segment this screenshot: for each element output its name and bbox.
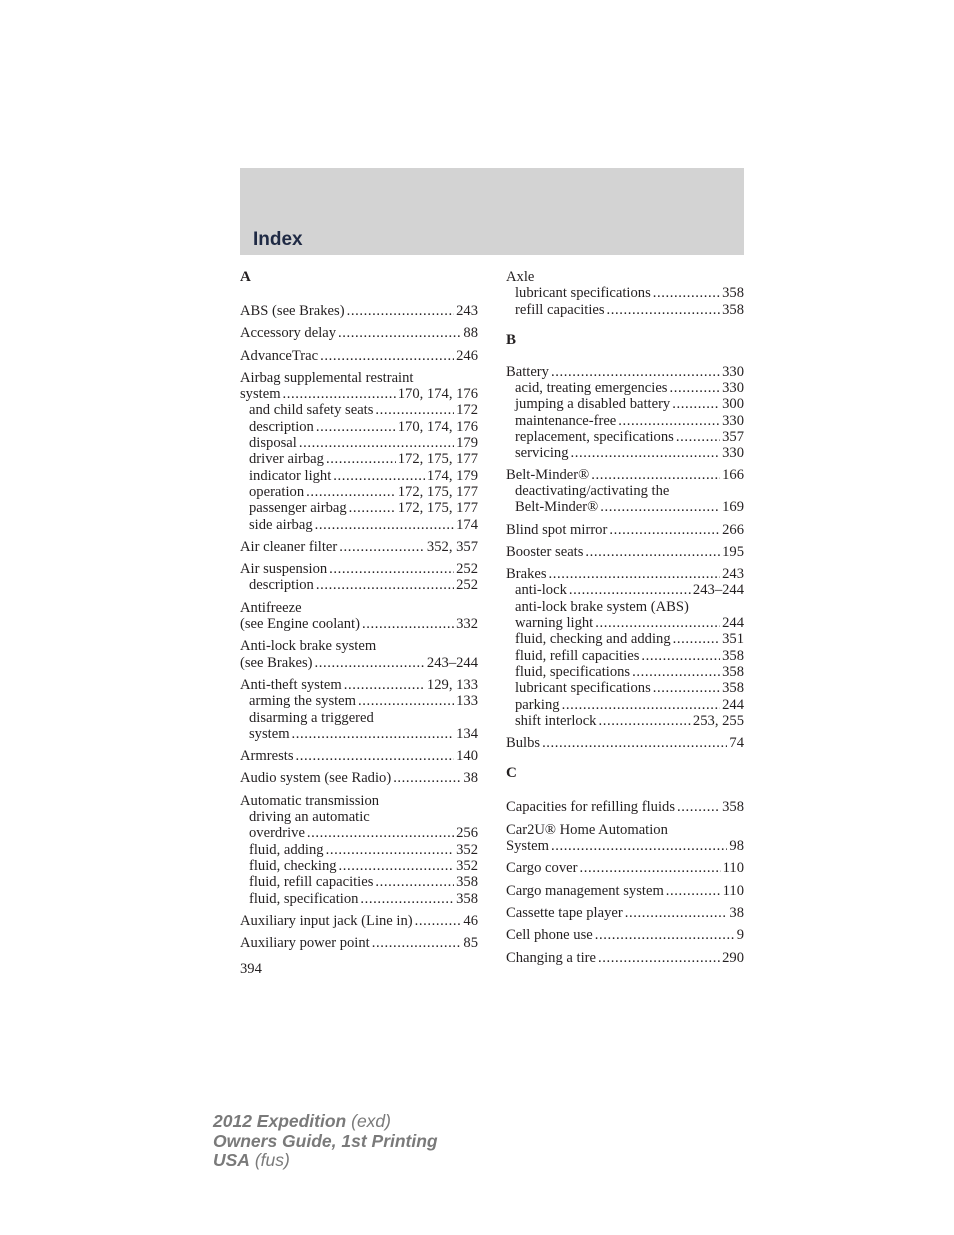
page-number: 394 xyxy=(240,961,262,977)
dot-leader xyxy=(375,874,454,890)
index-subentry-line xyxy=(240,693,478,709)
entry-page-ref: 88 xyxy=(463,325,478,342)
entry-text: Air suspension xyxy=(240,561,328,578)
index-subentry-line xyxy=(506,483,744,499)
index-subentry-line xyxy=(506,445,744,461)
index-entry-line xyxy=(240,616,478,632)
entry-page-ref: 85 xyxy=(463,935,478,952)
dot-leader xyxy=(358,693,454,709)
dot-leader xyxy=(326,842,455,858)
dot-leader xyxy=(673,631,720,647)
index-subentry-line xyxy=(506,582,744,598)
entry-page-ref: 98 xyxy=(729,838,744,855)
index-header-band xyxy=(240,168,744,255)
dot-leader xyxy=(315,655,425,671)
index-subentry-line xyxy=(506,396,744,412)
entry-text: Antifreeze xyxy=(240,599,302,616)
footer-market: USA xyxy=(213,1150,250,1170)
index-letter-heading: B xyxy=(506,331,517,348)
entry-text: warning light xyxy=(515,615,594,632)
dot-leader xyxy=(338,325,461,341)
index-subentry-line xyxy=(506,302,744,318)
dot-leader xyxy=(677,799,720,815)
dot-leader xyxy=(672,396,720,412)
entry-page-ref: 172 xyxy=(456,402,478,419)
index-entry-line xyxy=(506,269,744,285)
index-subentry-line xyxy=(240,842,478,858)
index-subentry-line xyxy=(240,484,478,500)
index-entry xyxy=(506,364,744,462)
dot-leader xyxy=(542,735,727,751)
entry-page-ref: 243 xyxy=(722,566,744,583)
dot-leader xyxy=(349,500,396,516)
index-entry xyxy=(506,735,744,751)
dot-leader xyxy=(598,713,690,729)
entry-text: refill capacities xyxy=(515,301,605,318)
entry-page-ref: 266 xyxy=(722,521,744,538)
index-entry xyxy=(506,467,744,516)
entry-text: description xyxy=(249,577,314,594)
entry-text: Anti-lock brake system xyxy=(240,638,377,655)
entry-text: fluid, specifications xyxy=(515,663,631,680)
index-subentry-line xyxy=(240,468,478,484)
entry-text: fluid, checking and adding xyxy=(515,631,671,648)
index-entry xyxy=(506,566,744,729)
index-entry-line xyxy=(506,905,744,921)
entry-page-ref: 244 xyxy=(722,615,744,632)
dot-leader xyxy=(283,386,396,402)
entry-page-ref: 172, 175, 177 xyxy=(397,483,478,500)
entry-text: fluid, refill capacities xyxy=(249,874,374,891)
entry-page-ref: 246 xyxy=(456,347,478,364)
index-entry-line xyxy=(240,539,478,555)
dot-leader xyxy=(339,539,425,555)
dot-leader xyxy=(598,950,720,966)
entry-text: anti-lock xyxy=(515,582,567,599)
dot-leader xyxy=(551,838,727,854)
entry-text: Bulbs xyxy=(506,735,541,752)
entry-page-ref: 133 xyxy=(456,693,478,710)
index-entry xyxy=(506,905,744,921)
footer xyxy=(213,1112,438,1171)
index-subentry-line xyxy=(506,413,744,429)
entry-page-ref: 38 xyxy=(463,770,478,787)
index-subentry-line xyxy=(506,285,744,301)
dot-leader xyxy=(670,380,721,396)
entry-text: driving an automatic xyxy=(249,809,370,826)
index-subentry-line xyxy=(240,517,478,533)
dot-leader xyxy=(595,927,735,943)
entry-text: Automatic transmission xyxy=(240,792,380,809)
index-subentry-line xyxy=(240,451,478,467)
entry-text: Brakes xyxy=(506,566,547,583)
dot-leader xyxy=(653,680,720,696)
entry-text: Anti-theft system xyxy=(240,676,342,693)
entry-text: operation xyxy=(249,483,305,500)
index-entry-line xyxy=(506,522,744,538)
entry-page-ref: 256 xyxy=(456,825,478,842)
dot-leader xyxy=(299,435,454,451)
entry-text: (see Brakes) xyxy=(240,654,313,671)
entry-text: deactivating/activating the xyxy=(515,482,670,499)
index-entry xyxy=(506,927,744,943)
index-entry xyxy=(240,913,478,929)
index-entry xyxy=(506,269,744,318)
entry-page-ref: 110 xyxy=(722,882,744,899)
index-subentry-line xyxy=(240,419,478,435)
entry-page-ref: 332 xyxy=(456,616,478,633)
dot-leader xyxy=(632,664,720,680)
entry-page-ref: 358 xyxy=(722,647,744,664)
entry-text: Accessory delay xyxy=(240,325,337,342)
entry-text: Auxiliary power point xyxy=(240,935,370,952)
entry-text: disarming a triggered xyxy=(249,709,374,726)
index-entry xyxy=(506,860,744,876)
entry-text: Car2U® Home Automation xyxy=(506,821,668,838)
index-entry-line xyxy=(240,935,478,951)
dot-leader xyxy=(625,905,728,921)
entry-page-ref: 170, 174, 176 xyxy=(397,418,478,435)
entry-page-ref: 38 xyxy=(729,904,744,921)
entry-text: Cassette tape player xyxy=(506,904,623,921)
entry-page-ref: 243 xyxy=(456,303,478,319)
index-subentry-line xyxy=(506,648,744,664)
entry-page-ref: 46 xyxy=(463,912,478,929)
entry-text: driver airbag xyxy=(249,451,324,468)
entry-page-ref: 243–244 xyxy=(426,654,478,671)
dot-leader xyxy=(307,825,454,841)
entry-page-ref: 129, 133 xyxy=(426,676,478,693)
entry-page-ref: 357 xyxy=(722,429,744,446)
entry-text: jumping a disabled battery xyxy=(515,396,671,413)
index-entry-line xyxy=(240,561,478,577)
entry-text: and child safety seats xyxy=(249,402,374,419)
index-subentry-line xyxy=(240,825,478,841)
index-entry-line xyxy=(240,370,478,386)
index-entry-line xyxy=(506,467,744,483)
index-entry xyxy=(506,883,744,899)
index-entry-line xyxy=(240,638,478,654)
index-subentry-line xyxy=(240,435,478,451)
entry-text: Auxiliary input jack (Line in) xyxy=(240,912,413,929)
dot-leader xyxy=(571,445,721,461)
dot-leader xyxy=(595,615,720,631)
index-entry-line xyxy=(240,386,478,402)
index-entry xyxy=(506,950,744,966)
dot-leader xyxy=(333,468,425,484)
entry-page-ref: 244 xyxy=(722,696,744,713)
index-entry xyxy=(240,770,478,786)
index-subentry-line xyxy=(506,680,744,696)
entry-page-ref: 358 xyxy=(722,663,744,680)
footer-market-code: (fus) xyxy=(249,1150,290,1170)
index-entry-line xyxy=(240,325,478,341)
index-entry-line xyxy=(506,860,744,876)
index-entry-line xyxy=(240,770,478,786)
entry-text: anti-lock brake system (ABS) xyxy=(515,598,689,615)
index-subentry-line xyxy=(240,710,478,726)
index-entry xyxy=(240,539,478,555)
entry-text: Armrests xyxy=(240,748,294,765)
dot-leader xyxy=(415,913,462,929)
entry-text: Belt-Minder® xyxy=(515,499,599,516)
entry-text: arming the system xyxy=(249,693,357,710)
entry-page-ref: 330 xyxy=(722,412,744,429)
entry-page-ref: 110 xyxy=(722,860,744,877)
dot-leader xyxy=(339,858,455,874)
entry-page-ref: 358 xyxy=(722,301,744,318)
entry-page-ref: 300 xyxy=(722,396,744,413)
entry-page-ref: 140 xyxy=(456,748,478,765)
index-entry xyxy=(240,325,478,341)
index-entry-line xyxy=(240,655,478,671)
dot-leader xyxy=(316,577,454,593)
index-entry-line xyxy=(240,793,478,809)
entry-text: side airbag xyxy=(249,516,313,533)
index-entry-line xyxy=(240,600,478,616)
entry-text: Blind spot mirror xyxy=(506,521,608,538)
footer-guide: Owners Guide, 1st Printing xyxy=(213,1130,438,1151)
dot-leader xyxy=(641,648,720,664)
entry-page-ref: 166 xyxy=(722,466,744,483)
index-subentry-line xyxy=(506,713,744,729)
entry-page-ref: 352 xyxy=(456,857,478,874)
index-entry xyxy=(240,677,478,742)
dot-leader xyxy=(551,364,720,380)
page-title: Index xyxy=(253,229,303,250)
entry-text: system xyxy=(249,725,290,742)
index-entry xyxy=(240,561,478,594)
index-entry xyxy=(506,799,744,815)
index-entry-line xyxy=(506,822,744,838)
entry-text: fluid, specification xyxy=(249,890,359,907)
entry-text: Changing a tire xyxy=(506,949,596,966)
entry-page-ref: 358 xyxy=(456,874,478,891)
entry-page-ref: 330 xyxy=(722,445,744,462)
dot-leader xyxy=(360,891,454,907)
dot-leader xyxy=(347,303,455,319)
entry-text: System xyxy=(506,838,549,855)
entry-page-ref: 243–244 xyxy=(692,582,744,599)
entry-text: fluid, refill capacities xyxy=(515,647,640,664)
entry-text: Cell phone use xyxy=(506,927,593,944)
entry-page-ref: 351 xyxy=(722,631,744,648)
entry-page-ref: 252 xyxy=(456,577,478,594)
index-entry xyxy=(240,638,478,671)
index-entry-line xyxy=(506,544,744,560)
dot-leader xyxy=(296,748,455,764)
index-subentry-line xyxy=(240,809,478,825)
entry-text: Axle xyxy=(506,269,535,285)
index-entry-line xyxy=(506,927,744,943)
index-entry-line xyxy=(240,677,478,693)
dot-leader xyxy=(591,467,720,483)
index-subentry-line xyxy=(506,429,744,445)
index-entry xyxy=(240,748,478,764)
entry-text: description xyxy=(249,418,314,435)
index-entry-line xyxy=(506,364,744,380)
entry-page-ref: 358 xyxy=(722,285,744,302)
entry-text: lubricant specifications xyxy=(515,680,651,697)
dot-leader xyxy=(676,429,720,445)
index-column-left xyxy=(240,269,478,957)
entry-page-ref: 172, 175, 177 xyxy=(397,500,478,517)
dot-leader xyxy=(326,451,396,467)
entry-text: Booster seats xyxy=(506,543,584,560)
entry-page-ref: 290 xyxy=(722,949,744,966)
entry-page-ref: 358 xyxy=(722,799,744,816)
entry-page-ref: 174 xyxy=(456,516,478,533)
entry-text: indicator light xyxy=(249,467,332,484)
index-entry-line xyxy=(506,883,744,899)
entry-text: fluid, checking xyxy=(249,857,337,874)
entry-text: lubricant specifications xyxy=(515,285,651,302)
index-entry xyxy=(240,793,478,907)
index-entry xyxy=(240,303,478,319)
entry-text: Capacities for refilling fluids xyxy=(506,799,675,816)
dot-leader xyxy=(569,582,691,598)
dot-leader xyxy=(585,544,720,560)
dot-leader xyxy=(579,860,720,876)
index-entry-line xyxy=(240,748,478,764)
index-subentry-line xyxy=(506,499,744,515)
dot-leader xyxy=(292,726,455,742)
entry-text: servicing xyxy=(515,445,569,462)
dot-leader xyxy=(320,348,454,364)
index-entry-line xyxy=(240,348,478,364)
entry-text: Battery xyxy=(506,363,549,380)
index-subentry-line xyxy=(240,402,478,418)
entry-page-ref: 134 xyxy=(456,725,478,742)
entry-text: overdrive xyxy=(249,825,305,842)
entry-text: parking xyxy=(515,696,560,713)
entry-page-ref: 330 xyxy=(722,380,744,397)
dot-leader xyxy=(653,285,720,301)
index-entry xyxy=(240,935,478,951)
entry-text: replacement, specifications xyxy=(515,429,674,446)
entry-page-ref: 195 xyxy=(722,543,744,560)
index-letter-heading: A xyxy=(240,269,251,285)
entry-page-ref: 9 xyxy=(736,927,744,944)
index-entry-line xyxy=(240,303,478,319)
entry-text: Air cleaner filter xyxy=(240,538,338,555)
entry-text: Cargo cover xyxy=(506,860,578,877)
index-subentry-line xyxy=(506,631,744,647)
dot-leader xyxy=(329,561,454,577)
index-letter-heading: C xyxy=(506,765,517,782)
dot-leader xyxy=(372,935,462,951)
dot-leader xyxy=(618,413,720,429)
entry-text: Cargo management system xyxy=(506,882,664,899)
entry-text: disposal xyxy=(249,435,297,452)
entry-text: maintenance-free xyxy=(515,412,617,429)
entry-page-ref: 352 xyxy=(456,841,478,858)
entry-text: passenger airbag xyxy=(249,500,347,517)
dot-leader xyxy=(609,522,720,538)
index-entry-line xyxy=(240,913,478,929)
index-subentry-line xyxy=(506,697,744,713)
entry-page-ref: 358 xyxy=(722,680,744,697)
dot-leader xyxy=(315,517,454,533)
index-entry xyxy=(506,522,744,538)
index-subentry-line xyxy=(240,726,478,742)
entry-text: AdvanceTrac xyxy=(240,347,319,364)
entry-page-ref: 170, 174, 176 xyxy=(397,386,478,403)
index-subentry-line xyxy=(240,500,478,516)
entry-text: fluid, adding xyxy=(249,841,324,858)
entry-page-ref: 253, 255 xyxy=(692,712,744,729)
entry-text: shift interlock xyxy=(515,712,597,729)
entry-text: system xyxy=(240,386,281,403)
entry-text: (see Engine coolant) xyxy=(240,616,360,633)
index-entry xyxy=(506,822,744,855)
entry-page-ref: 330 xyxy=(722,363,744,380)
entry-page-ref: 252 xyxy=(456,561,478,578)
entry-page-ref: 179 xyxy=(456,435,478,452)
entry-text: acid, treating emergencies xyxy=(515,380,668,397)
dot-leader xyxy=(393,770,461,786)
dot-leader xyxy=(549,566,721,582)
index-subentry-line xyxy=(506,380,744,396)
index-subentry-line xyxy=(240,577,478,593)
entry-text: Belt-Minder® xyxy=(506,466,590,483)
footer-model-code: (exd) xyxy=(346,1111,391,1131)
index-entry xyxy=(240,600,478,633)
index-subentry-line xyxy=(506,615,744,631)
dot-leader xyxy=(600,499,720,515)
index-entry xyxy=(240,370,478,533)
index-subentry-line xyxy=(240,891,478,907)
dot-leader xyxy=(607,302,721,318)
dot-leader xyxy=(666,883,721,899)
entry-text: Airbag supplemental restraint xyxy=(240,369,414,386)
entry-text: ABS (see Brakes) xyxy=(240,303,345,319)
index-entry xyxy=(240,348,478,364)
entry-page-ref: 169 xyxy=(722,499,744,516)
entry-page-ref: 172, 175, 177 xyxy=(397,451,478,468)
index-column-right xyxy=(506,269,744,972)
index-entry-line xyxy=(506,799,744,815)
dot-leader xyxy=(306,484,396,500)
entry-page-ref: 352, 357 xyxy=(426,538,478,555)
entry-page-ref: 358 xyxy=(456,890,478,907)
dot-leader xyxy=(362,616,454,632)
dot-leader xyxy=(344,677,425,693)
entry-page-ref: 174, 179 xyxy=(426,467,478,484)
entry-text: Audio system (see Radio) xyxy=(240,770,392,787)
index-subentry-line xyxy=(506,599,744,615)
entry-page-ref: 74 xyxy=(729,735,744,752)
index-entry-line xyxy=(506,566,744,582)
index-subentry-line xyxy=(240,874,478,890)
index-subentry-line xyxy=(506,664,744,680)
index-entry-line xyxy=(506,735,744,751)
dot-leader xyxy=(562,697,721,713)
index-entry-line xyxy=(506,950,744,966)
footer-model: 2012 Expedition xyxy=(213,1111,347,1131)
index-subentry-line xyxy=(240,858,478,874)
index-entry-line xyxy=(506,838,744,854)
dot-leader xyxy=(375,402,454,418)
index-entry xyxy=(506,544,744,560)
dot-leader xyxy=(316,419,396,435)
